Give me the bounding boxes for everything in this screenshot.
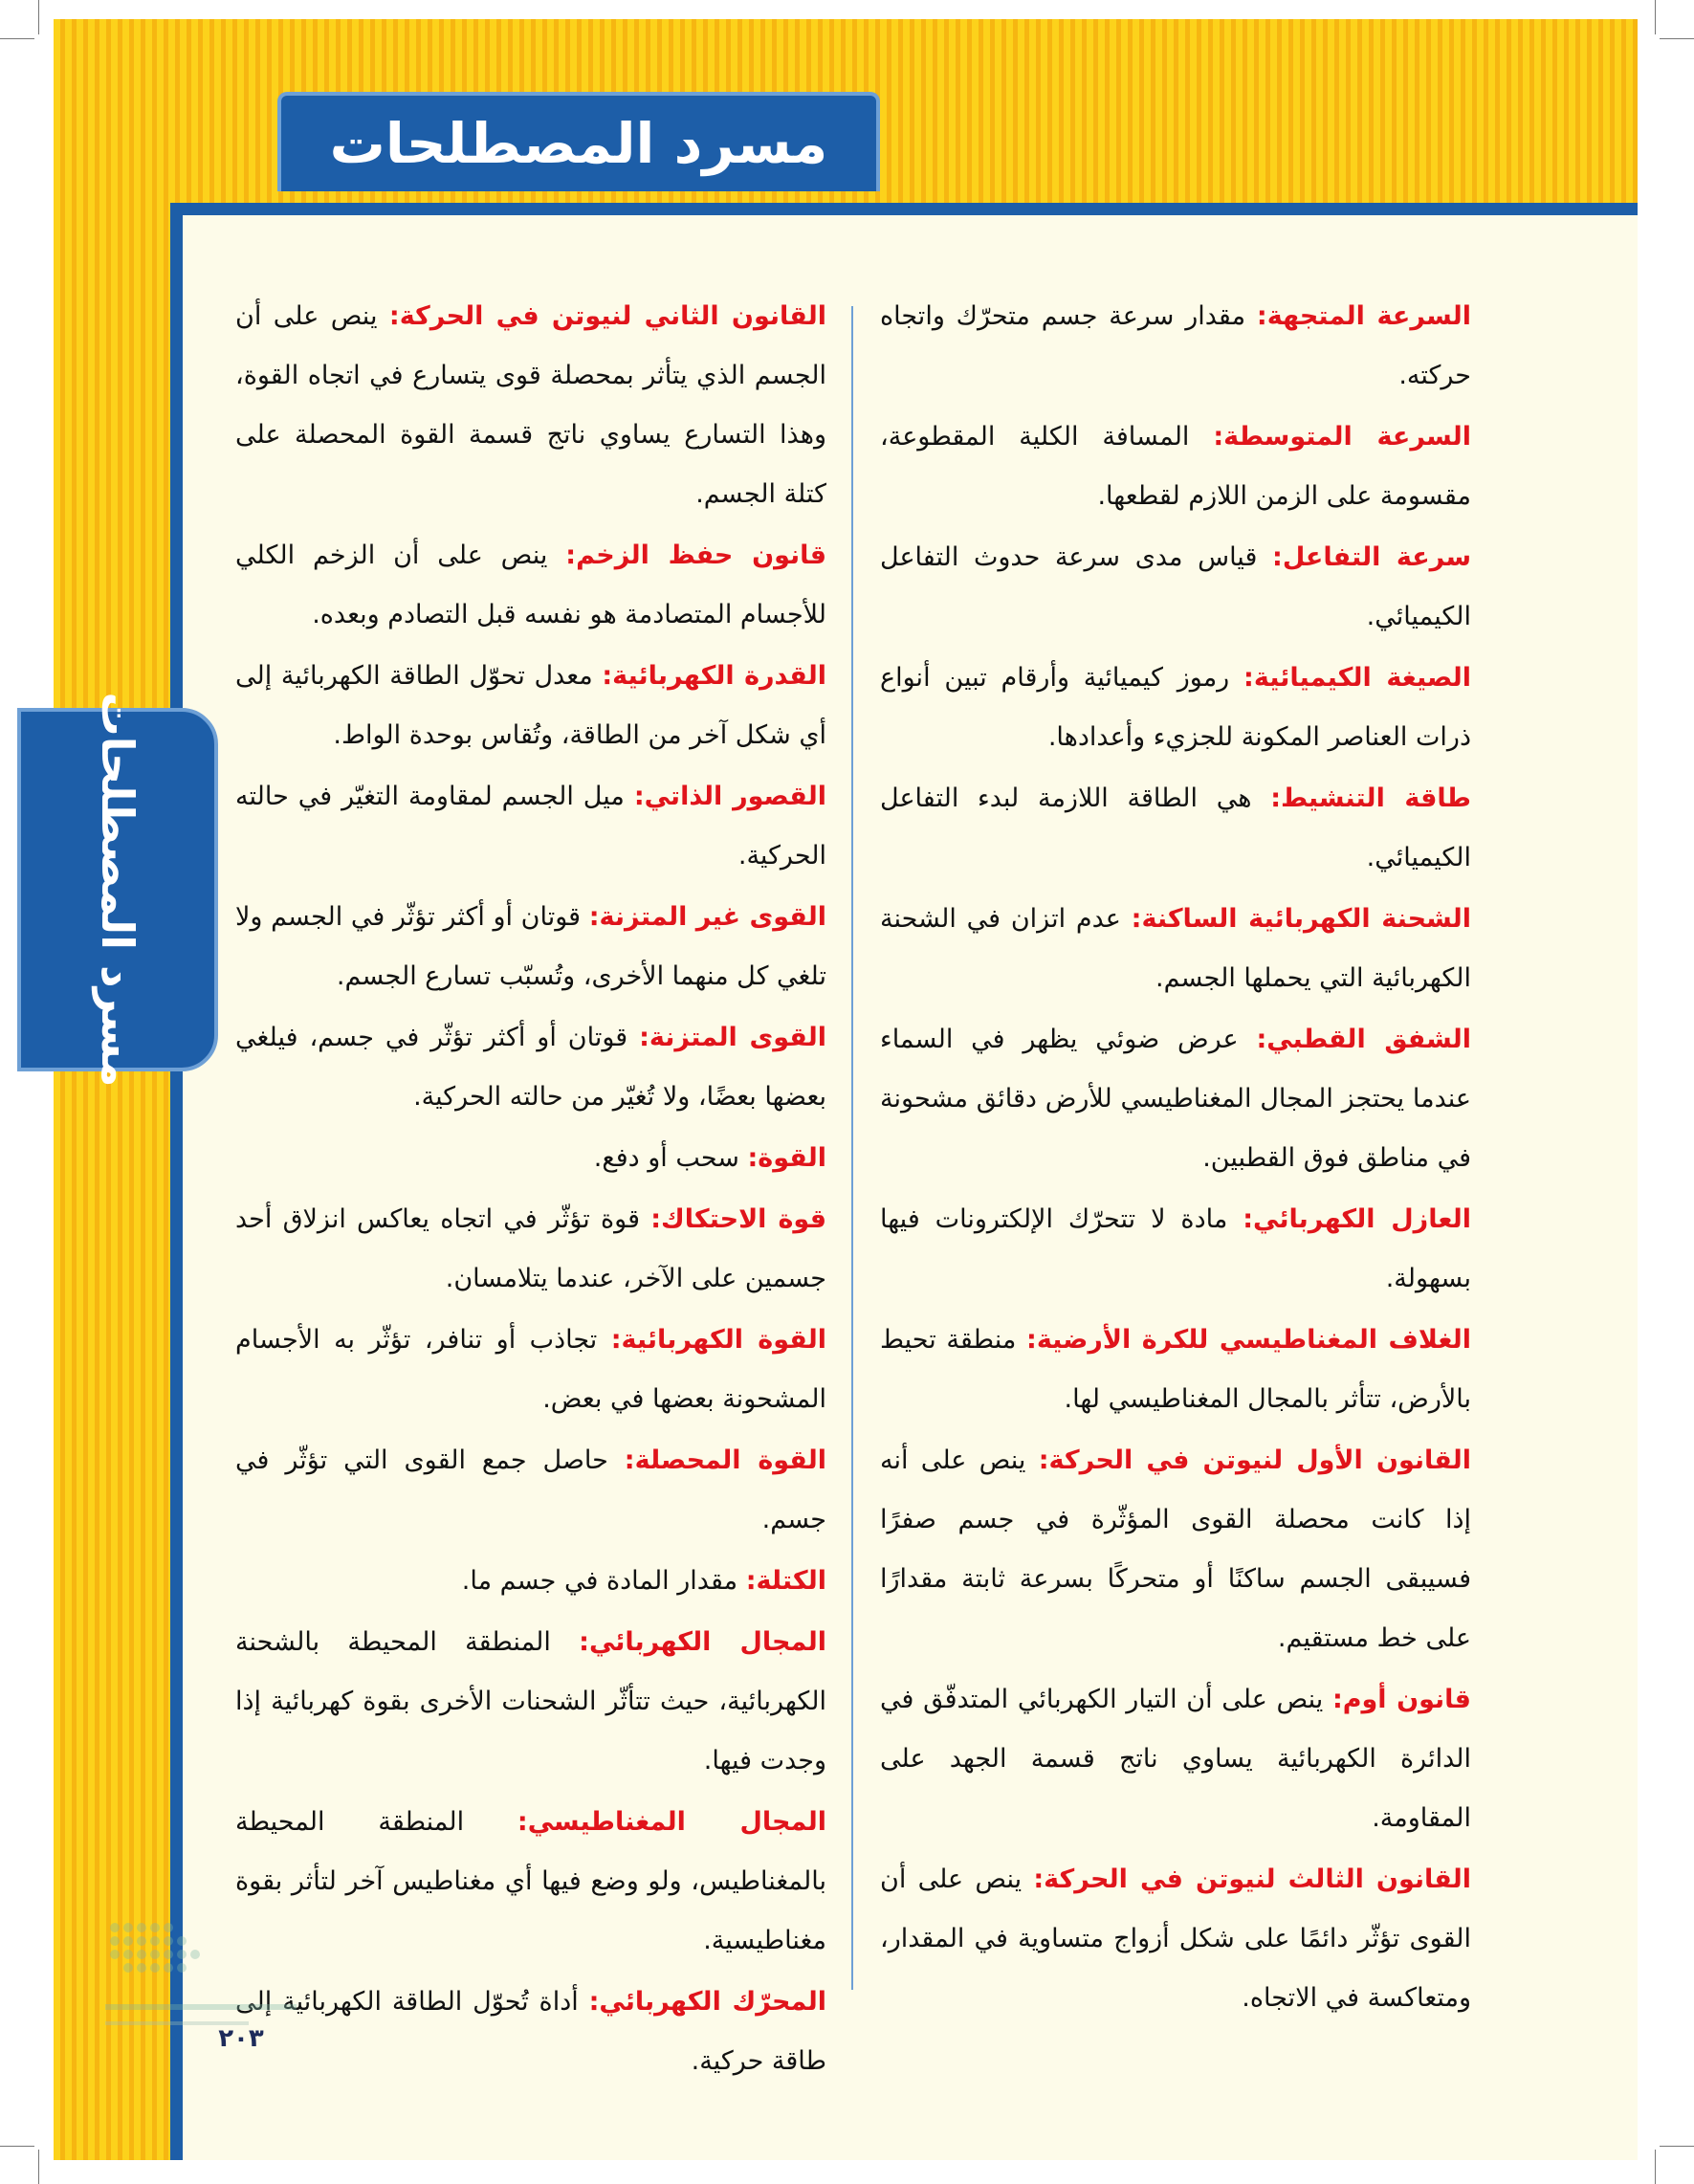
glossary-definition: تجاذب أو تنافر، تؤثّر به الأجسام المشحونة بعضها في بعض. — [235, 1325, 826, 1414]
crop-mark — [38, 0, 39, 34]
glossary-entry — [880, 287, 1471, 406]
glossary-term: القوة: — [747, 1143, 826, 1173]
glossary-entry — [880, 890, 1471, 1008]
glossary-term: القانون الثاني لنيوتن في الحركة: — [388, 301, 826, 331]
crop-mark — [1660, 38, 1694, 39]
page-title-tab — [277, 92, 880, 191]
glossary-entry — [235, 647, 826, 765]
glossary-entry — [235, 1552, 826, 1611]
side-tab-label: مسرد المصطلحات — [92, 692, 143, 1088]
glossary-entry — [235, 1973, 826, 2091]
glossary-term: المجال المغناطيسي: — [517, 1807, 826, 1837]
glossary-entry — [880, 649, 1471, 767]
column-divider — [851, 306, 853, 1990]
glossary-entry — [235, 1008, 826, 1127]
glossary-definition: مادة لا تتحرّك الإلكترونات فيها بسهولة. — [880, 1204, 1471, 1293]
glossary-term: المجال الكهربائي: — [579, 1627, 826, 1657]
glossary-term: طاقة التنشيط: — [1270, 783, 1471, 813]
glossary-entry — [235, 1793, 826, 1971]
glossary-term: قوة الاحتكاك: — [650, 1204, 826, 1234]
page-title: مسرد المصطلحات — [329, 111, 828, 176]
crop-mark — [1655, 0, 1656, 34]
glossary-definition: ينص على أنه إذا كانت محصلة القوى المؤثّرة في جسم صفرًا فسيبقى الجسم ساكنًا أو متحركًا بسرعة ثابتة مقدارًا على خط مستقيم. — [880, 1445, 1471, 1653]
glossary-term: قانون حفظ الزخم: — [565, 540, 826, 570]
glossary-entry — [880, 528, 1471, 647]
glossary-term: القوة الكهربائية: — [610, 1325, 826, 1355]
glossary-term: السرعة المتوسطة: — [1213, 422, 1471, 452]
glossary-definition: ينص على أن التيار الكهربائي المتدفّق في الدائرة الكهربائية يساوي ناتج قسمة الجهد على المقاومة. — [880, 1685, 1471, 1833]
glossary-definition: منطقة تحيط بالأرض، تتأثر بالمجال المغناطيسي لها. — [880, 1325, 1471, 1414]
glossary-term: المحرّك الكهربائي: — [588, 1987, 826, 2017]
glossary-definition: معدل تحوّل الطاقة الكهربائية إلى أي شكل آخر من الطاقة، وتُقاس بوحدة الواط. — [235, 661, 826, 750]
glossary-term: القوى المتزنة: — [639, 1023, 826, 1052]
glossary-definition: قوة تؤثّر في اتجاه يعاكس انزلاق أحد جسمين على الآخر، عندما يتلامسان. — [235, 1204, 826, 1293]
glossary-definition: عدم اتزان في الشحنة الكهربائية التي يحملها الجسم. — [880, 904, 1471, 993]
glossary-term: السرعة المتجهة: — [1256, 301, 1471, 331]
side-tab — [17, 692, 218, 1088]
glossary-definition: رموز كيميائية وأرقام تبين أنواع ذرات العناصر المكونة للجزيء وأعدادها. — [880, 663, 1471, 752]
glossary-definition: ينص على أن الزخم الكلي للأجسام المتصادمة هو نفسه قبل التصادم وبعده. — [235, 540, 826, 629]
glossary-term: الغلاف المغناطيسي للكرة الأرضية: — [1026, 1325, 1471, 1355]
glossary-entry — [235, 1431, 826, 1550]
glossary-entry — [880, 1670, 1471, 1848]
glossary-definition: مقدار المادة في جسم ما. — [461, 1566, 746, 1596]
glossary-term: القدرة الكهربائية: — [602, 661, 826, 691]
glossary-definition: قوتان أو أكثر تؤثّر في جسم، فيلغي بعضها بعضًا، ولا تُغيّر من حالته الحركية. — [235, 1023, 826, 1112]
crop-mark — [0, 2146, 34, 2147]
glossary-entry — [880, 1431, 1471, 1668]
glossary-term: القانون الأول لنيوتن في الحركة: — [1038, 1445, 1471, 1475]
glossary-term: الشفق القطبي: — [1256, 1025, 1471, 1054]
glossary-term: سرعة التفاعل: — [1272, 542, 1471, 572]
glossary-entry — [235, 1613, 826, 1791]
glossary-term: العازل الكهربائي: — [1243, 1204, 1471, 1234]
glossary-term: القصور الذاتي: — [633, 782, 826, 811]
glossary-column-right — [880, 287, 1471, 2030]
glossary-definition: مقدار سرعة جسم متحرّك واتجاه حركته. — [880, 301, 1471, 390]
glossary-entry — [235, 1129, 826, 1188]
glossary-entry — [880, 769, 1471, 888]
glossary-definition: ينص على أن الجسم الذي يتأثر بمحصلة قوى يتسارع في اتجاه القوة، وهذا التسارع يساوي ناتج قسمة القوة المحصلة على كتلة الجسم. — [235, 301, 826, 509]
glossary-column-left — [235, 287, 826, 2093]
glossary-definition: المسافة الكلية المقطوعة، مقسومة على الزمن اللازم لقطعها. — [880, 422, 1471, 511]
glossary-definition: هي الطاقة اللازمة لبدء التفاعل الكيميائي. — [880, 783, 1471, 872]
glossary-definition: أداة تُحوّل الطاقة الكهربائية إلى طاقة حركية. — [235, 1987, 826, 2076]
glossary-entry — [880, 1311, 1471, 1429]
glossary-entry — [235, 767, 826, 886]
glossary-entry — [235, 526, 826, 645]
glossary-entry — [880, 408, 1471, 526]
glossary-definition: سحب أو دفع. — [593, 1143, 748, 1173]
glossary-definition: قوتان أو أكثر تؤثّر في الجسم ولا تلغي كل منهما الأخرى، وتُسبّب تسارع الجسم. — [235, 902, 826, 991]
crop-mark — [0, 38, 34, 39]
glossary-definition: ميل الجسم لمقاومة التغيّر في حالته الحركية. — [235, 782, 826, 871]
glossary-term: الشحنة الكهربائية الساكنة: — [1131, 904, 1471, 934]
crop-mark — [1655, 2150, 1656, 2184]
glossary-entry — [235, 1311, 826, 1429]
glossary-term: القانون الثالث لنيوتن في الحركة: — [1033, 1864, 1472, 1894]
crop-mark — [38, 2150, 39, 2184]
glossary-entry — [235, 287, 826, 524]
glossary-definition: قياس مدى سرعة حدوث التفاعل الكيميائي. — [880, 542, 1471, 631]
glossary-entry — [235, 1190, 826, 1309]
glossary-definition: عرض ضوئي يظهر في السماء عندما يحتجز المجال المغناطيسي للأرض دقائق مشحونة في مناطق فوق القطبين. — [880, 1025, 1471, 1173]
glossary-term: القوة المحصلة: — [624, 1445, 827, 1475]
glossary-definition: المنطقة المحيطة بالشحنة الكهربائية، حيث تتأثّر الشحنات الأخرى بقوة كهربائية إذا وجدت فيها. — [235, 1627, 826, 1776]
glossary-definition: ينص على أن القوى تؤثّر دائمًا على شكل أزواج متساوية في المقدار، ومتعاكسة في الاتجاه. — [880, 1864, 1471, 2013]
glossary-entry — [235, 888, 826, 1006]
glossary-entry — [880, 1190, 1471, 1309]
glossary-entry — [880, 1850, 1471, 2028]
glossary-entry — [880, 1010, 1471, 1188]
glossary-definition: المنطقة المحيطة بالمغناطيس، ولو وضع فيها أي مغناطيس آخر لتأثر بقوة مغناطيسية. — [235, 1807, 826, 1955]
glossary-term: قانون أوم: — [1331, 1685, 1471, 1714]
glossary-definition: حاصل جمع القوى التي تؤثّر في جسم. — [235, 1445, 826, 1534]
glossary-term: الكتلة: — [745, 1566, 826, 1596]
glossary-term: القوى غير المتزنة: — [588, 902, 826, 932]
page-number: ٢٠٣ — [218, 2024, 264, 2053]
glossary-term: الصيغة الكيميائية: — [1243, 663, 1471, 693]
side-stripe-band — [54, 19, 170, 2160]
crop-mark — [1660, 2146, 1694, 2147]
